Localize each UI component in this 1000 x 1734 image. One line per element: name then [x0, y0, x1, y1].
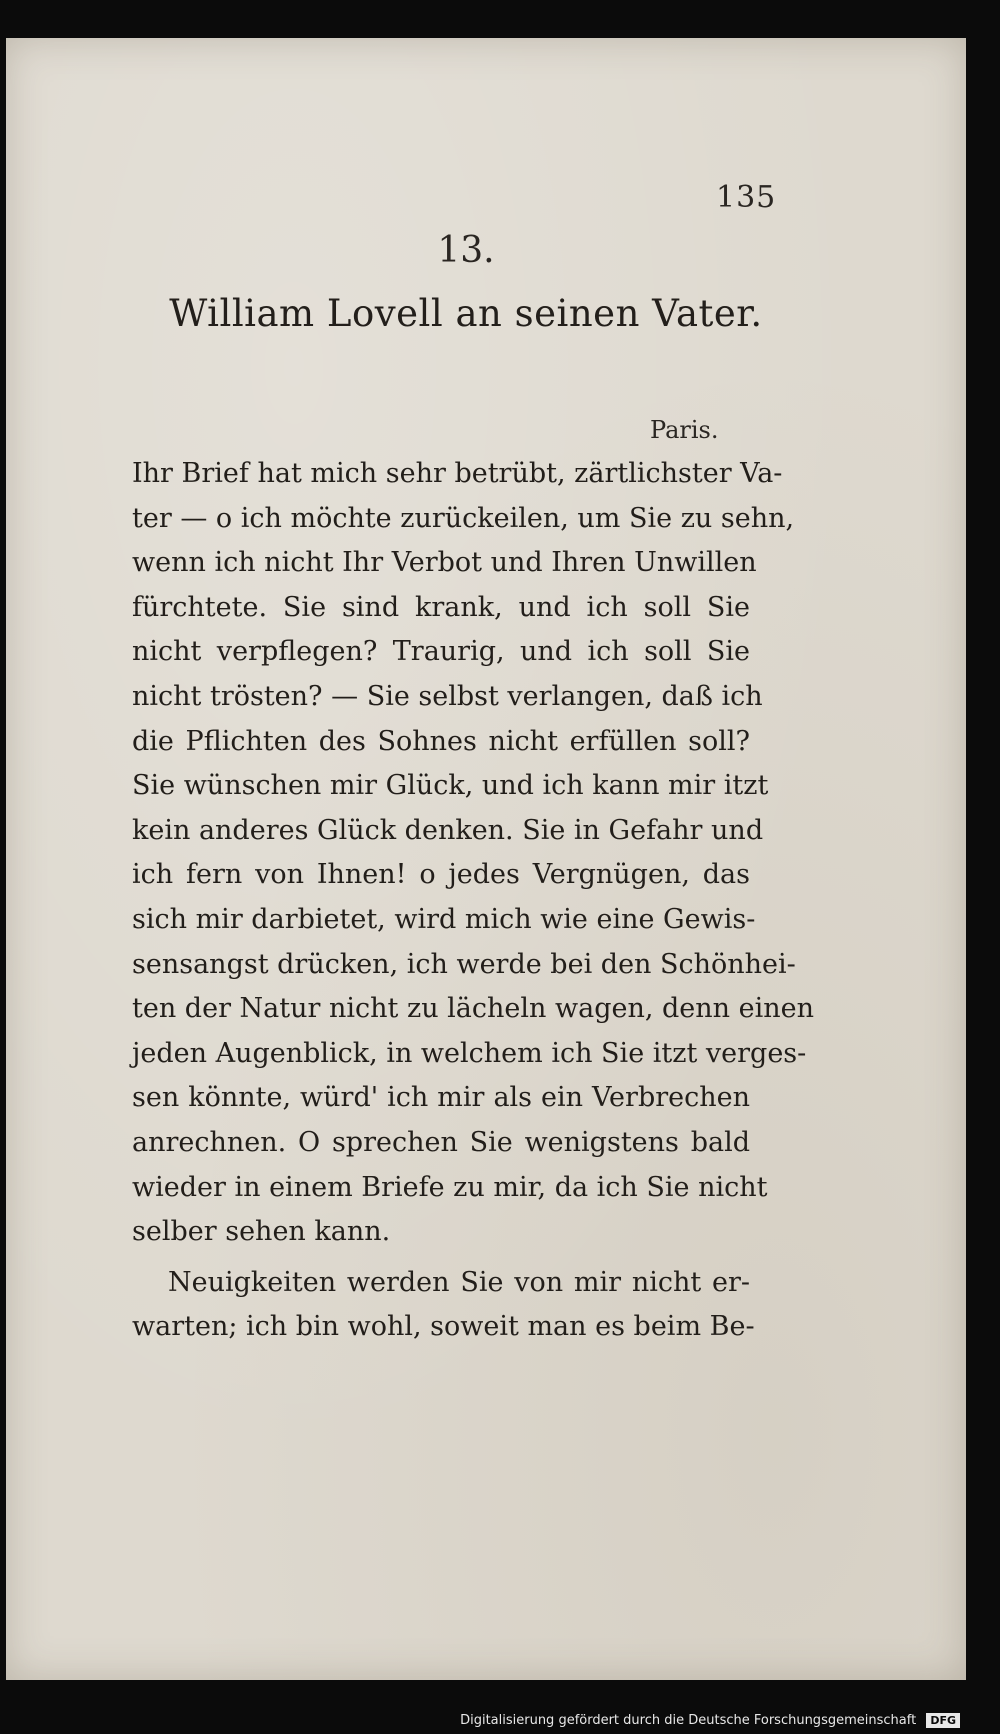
text-line: wenn ich nicht Ihr Verbot und Ihren Unwillen [132, 547, 757, 579]
dfg-logo: DFG [926, 1713, 960, 1728]
text-line: ich fern von Ihnen! o jedes Vergnügen, das [132, 859, 750, 891]
text-line: ten der Natur nicht zu lächeln wagen, denn einen [132, 993, 815, 1025]
page-number: 135 [716, 180, 777, 215]
digitization-credit [460, 1713, 960, 1728]
letter-place: Paris. [650, 416, 719, 444]
text-line: selber sehen kann. [132, 1216, 391, 1248]
text-line: die Pflichten des Sohnes nicht erfüllen soll? [132, 725, 750, 757]
text-line: jeden Augenblick, in welchem ich Sie itzt verges- [132, 1037, 807, 1069]
letter-number: 13. [437, 230, 495, 271]
text-line: sen könnte, würd' ich mir als ein Verbrechen [132, 1082, 750, 1114]
text-line: nicht trösten? — Sie selbst verlangen, daß ich [132, 680, 763, 712]
text-line: sich mir darbietet, wird mich wie eine Gewis- [132, 903, 756, 935]
text-line: Sie wünschen mir Glück, und ich kann mir itzt [132, 770, 769, 802]
text-line: nicht verpflegen? Traurig, und ich soll Sie [132, 636, 750, 668]
text-line: Ihr Brief hat mich sehr betrübt, zärtlichster Va- [132, 458, 783, 489]
text-line: ter — o ich möchte zurückeilen, um Sie zu sehn, [132, 502, 795, 534]
text-line: wieder in einem Briefe zu mir, da ich Sie nicht [132, 1171, 768, 1203]
text-line: warten; ich bin wohl, soweit man es beim Be- [132, 1311, 755, 1343]
letter-body [132, 452, 815, 1350]
text-line: sensangst drücken, ich werde bei den Schönhei- [132, 948, 796, 980]
letter-title: William Lovell an seinen Vater. [169, 292, 763, 335]
text-line: Neuigkeiten werden Sie von mir nicht er- [168, 1266, 750, 1298]
text-line: fürchtete. Sie sind krank, und ich soll Sie [132, 591, 750, 623]
text-line: kein anderes Glück denken. Sie in Gefahr und [132, 814, 764, 846]
book-page [6, 38, 966, 1680]
text-line: anrechnen. O sprechen Sie wenigstens bald [132, 1126, 750, 1158]
credit-text: Digitalisierung gefördert durch die Deutsche Forschungsgemeinschaft [460, 1713, 917, 1728]
